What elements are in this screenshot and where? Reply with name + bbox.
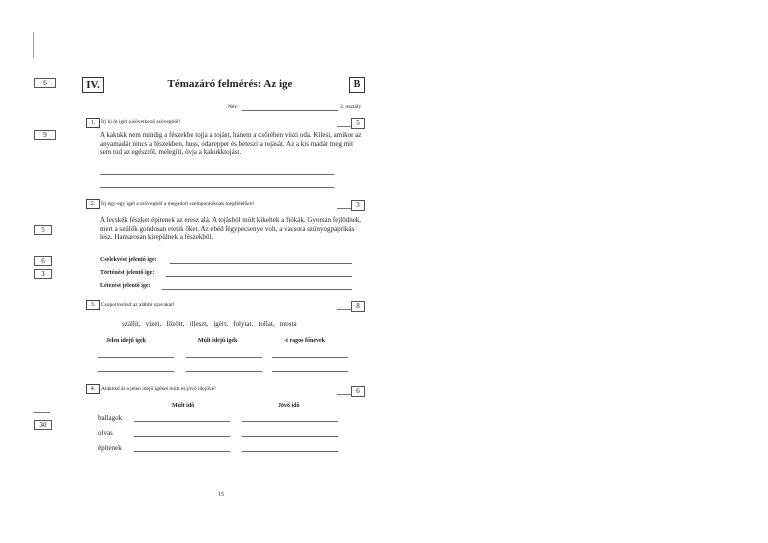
answer-line[interactable]: [166, 276, 352, 277]
answer-line[interactable]: [134, 436, 230, 437]
task-text: A kakukk nem mindig a fészekbe tojja a tojást, hanem a csőrében viszi oda. Kilesi, amikor az anyamadár nincs a fészekben, huss, odarepper és beteszi a tojását. Az a kis madár meg mit sem tud az egészről, melegíti, óvja a kakukktojást.: [100, 131, 362, 157]
task-number: 4.: [86, 384, 100, 394]
verb-label: építenek: [98, 444, 122, 452]
column-header: Múlt idő: [172, 403, 195, 409]
column-header: Múlt idejű igék: [198, 338, 238, 344]
page-number: 15: [218, 492, 224, 498]
answer-line[interactable]: [186, 371, 262, 372]
task-number: 3.: [86, 300, 100, 310]
answer-line[interactable]: [242, 436, 338, 437]
score-tick: [337, 208, 351, 209]
task-number: 2.: [86, 199, 100, 209]
verb-label: ballagok: [98, 414, 123, 422]
margin-score-box: 6: [34, 78, 56, 88]
section-number: IV.: [82, 77, 104, 93]
answer-line[interactable]: [162, 289, 352, 290]
field-label: Létezést jelentő ige:: [100, 283, 151, 289]
answer-line[interactable]: [134, 421, 230, 422]
column-header: Jelen idejű igék: [106, 338, 146, 344]
task-instruction: Írj ki öt igét a következő szövegből!: [101, 119, 181, 125]
task-text: A fecskék fészket építenek az eresz alá. A tojásból múlt kikeltek a fiókák. Gyorsan fejlődnek, mert a szülők gondosan etetik őket. Az ebéd légypecsenye volt, a vacsora szúnyogpaprikás lesz. Hamarosan kirepülnek a fészekből.: [100, 216, 362, 242]
task-score: 5: [351, 118, 365, 129]
answer-line[interactable]: [272, 371, 348, 372]
answer-line[interactable]: [272, 357, 348, 358]
answer-line[interactable]: [100, 187, 334, 188]
page-title: Témazáró felmérés: Az ige: [167, 78, 293, 90]
field-label: Cselekvést jelentő ige:: [100, 257, 157, 263]
answer-line[interactable]: [170, 263, 352, 264]
score-tick: [337, 394, 351, 395]
margin-score-box: 9: [34, 130, 56, 140]
column-header: Jövő idő: [278, 403, 300, 409]
margin-mark: [33, 32, 34, 58]
task-number: 1.: [86, 118, 100, 128]
column-header: -t ragos főnevek: [284, 338, 325, 344]
variant-badge: B: [349, 77, 365, 93]
answer-line[interactable]: [242, 421, 338, 422]
name-label: Név:: [228, 104, 239, 110]
margin-score-box: 5: [34, 225, 52, 235]
name-field[interactable]: [242, 110, 338, 111]
margin-score-box: 30: [34, 420, 52, 430]
score-tick: [337, 309, 351, 310]
task-instruction: Írj egy-egy igét a szövegből a megadott szempontoknak megfelelően!: [101, 201, 255, 207]
task-score: 6: [351, 386, 365, 397]
field-label: Történést jelentő ige:: [100, 270, 155, 276]
answer-line[interactable]: [100, 174, 334, 175]
verb-label: olvas: [98, 429, 113, 437]
answer-line[interactable]: [98, 357, 174, 358]
margin-score-box: 6: [34, 256, 52, 266]
answer-line[interactable]: [98, 371, 174, 372]
answer-line[interactable]: [186, 357, 262, 358]
task-score: 8: [351, 301, 365, 312]
margin-dash: [34, 412, 50, 413]
task-instruction: Csoportosítsd az alábbi szavakat!: [101, 302, 175, 308]
class-label: 3. osztály: [340, 104, 362, 110]
answer-line[interactable]: [134, 451, 230, 452]
task-instruction: Alakítsd át a jelen idejű igéket múlt és jövő idejűvé!: [101, 386, 217, 392]
answer-line[interactable]: [242, 451, 338, 452]
word-list: szállít, vizet, főzött, illeszt, ígért, folytat, tollat, mosta: [122, 320, 297, 328]
margin-score-box: 3: [34, 269, 52, 279]
score-tick: [337, 126, 351, 127]
task-score: 3: [351, 200, 365, 211]
